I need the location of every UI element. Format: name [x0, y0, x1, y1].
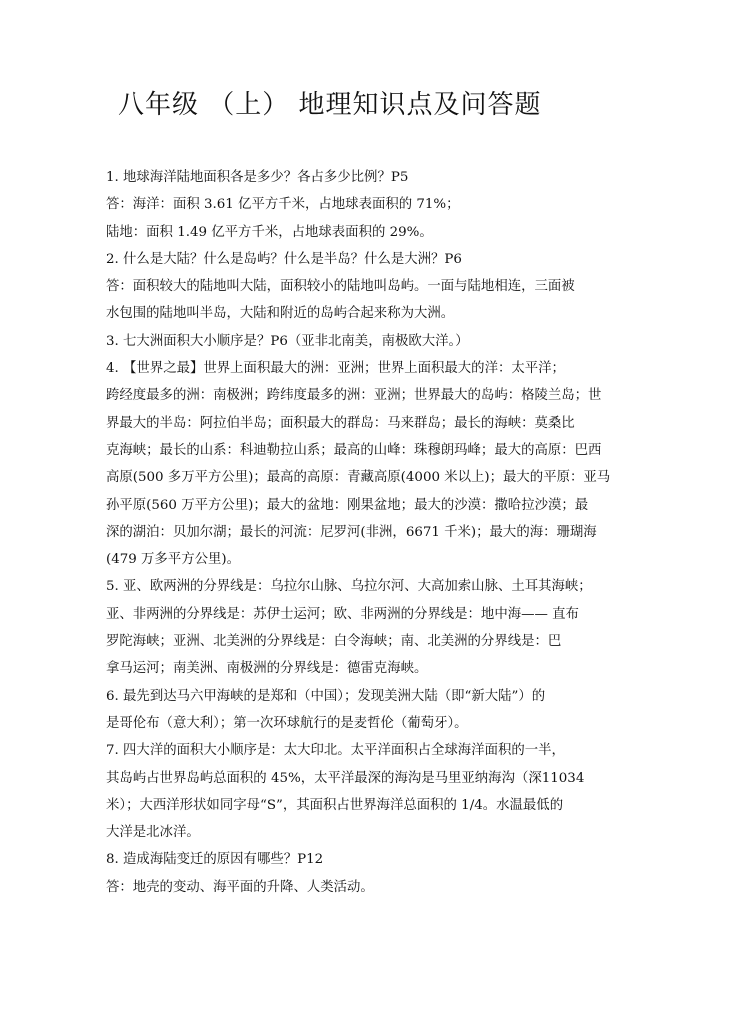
text-line: 米）；大西洋形状如同字母“S”，其面积占世界海洋总面积的 1/4。水温最低的	[106, 797, 564, 813]
text-line: 8. 造成海陆变迁的原因有哪些？P12	[106, 852, 324, 868]
text-line: 答：面积较大的陆地叫大陆，面积较小的陆地叫岛屿。一面与陆地相连，三面被	[106, 279, 575, 295]
text-line: 陆地：面积 1.49 亿平方千米，占地球表面积的 29%。	[106, 224, 433, 240]
text-line: 其岛屿占世界岛屿总面积的 45%，太平洋最深的海沟是马里亚纳海沟（深11034	[106, 770, 585, 786]
text-line: 答：地壳的变动、海平面的升降、人类活动。	[106, 879, 374, 895]
text-line: 答：海洋：面积 3.61 亿平方千米，占地球表面积的 71%；	[106, 197, 460, 213]
text-line: 2. 什么是大陆？什么是岛屿？什么是半岛？什么是大洲？P6	[106, 251, 462, 267]
text-line: 大洋是北冰洋。	[106, 825, 200, 841]
text-line: 孙平原(560 万平方公里)；最大的盆地：刚果盆地；最大的沙漠：撒哈拉沙漠；最	[106, 497, 589, 513]
text-line: 4. 【世界之最】世界上面积最大的洲：亚洲；世界上面积最大的洋：太平洋；	[106, 361, 565, 377]
text-line: 克海峡；最长的山系：科迪勒拉山系；最高的山峰：珠穆朗玛峰；最大的高原：巴西	[106, 442, 602, 458]
document-body	[106, 164, 632, 901]
text-line: 5. 亚、欧两洲的分界线是：乌拉尔山脉、乌拉尔河、大高加索山脉、土耳其海峡；	[106, 579, 592, 595]
text-line: (479 万多平方公里)。	[106, 552, 240, 568]
text-line: 跨经度最多的洲：南极洲；跨纬度最多的洲：亚洲；世界最大的岛屿：格陵兰岛；世	[106, 388, 602, 404]
text-line: 深的湖泊：贝加尔湖；最长的河流：尼罗河(非洲，6671 千米)；最大的海：珊瑚海	[106, 524, 597, 540]
text-line: 6. 最先到达马六甲海峡的是郑和（中国）；发现美洲大陆（即“新大陆”）的	[106, 688, 546, 704]
text-line: 高原(500 多万平方公里)；最高的高原：青藏高原(4000 米以上)；最大的平原：亚马	[106, 470, 611, 486]
text-line: 罗陀海峡；亚洲、北美洲的分界线是：白令海峡；南、北美洲的分界线是：巴	[106, 634, 562, 650]
text-line: 拿马运河；南美洲、南极洲的分界线是：德雷克海峡。	[106, 661, 428, 677]
text-line: 3. 七大洲面积大小顺序是？P6（亚非北南美，南极欧大洋。）	[106, 333, 469, 349]
page-title: 八年级 （上） 地理知识点及问答题	[118, 90, 542, 120]
text-line: 1. 地球海洋陆地面积各是多少？各占多少比例？P5	[106, 170, 409, 185]
text-line: 水包围的陆地叫半岛，大陆和附近的岛屿合起来称为大洲。	[106, 306, 455, 322]
text-line: 7. 四大洋的面积大小顺序是：太大印北。太平洋面积占全球海洋面积的一半，	[106, 743, 565, 759]
text-line: 界最大的半岛：阿拉伯半岛；面积最大的群岛：马来群岛；最长的海峡：莫桑比	[106, 415, 575, 431]
text-line: 是哥伦布（意大利）；第一次环球航行的是麦哲伦（葡萄牙）。	[106, 715, 468, 731]
text-line: 亚、非两洲的分界线是：苏伊士运河；欧、非两洲的分界线是：地中海—— 直布	[106, 606, 579, 622]
